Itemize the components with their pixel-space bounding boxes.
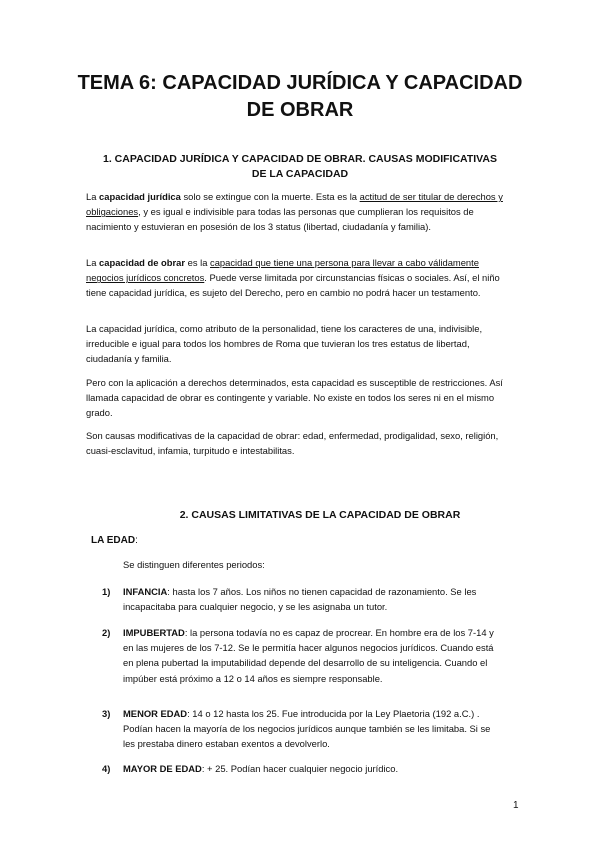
title-line-1: TEMA 6: CAPACIDAD JURÍDICA Y CAPACIDAD (77, 72, 523, 94)
list-item: 1) INFANCIA: hasta los 7 años. Los niños no tienen capacidad de razonamiento. Se les incapacitaba para cualquier negocio, y se les asignaba un tutor. (102, 586, 477, 613)
periods-intro: Se distinguen diferentes periodos: (123, 559, 265, 570)
section-1-heading: 1. CAPACIDAD JURÍDICA Y CAPACIDAD DE OBRAR. CAUSAS MODIFICATIVAS DE LA CAPACIDAD (103, 153, 497, 180)
section-2-heading: 2. CAUSAS LIMITATIVAS DE LA CAPACIDAD DE OBRAR (179, 509, 461, 521)
list-item: 2) IMPUBERTAD: la persona todavía no es capaz de procrear. En hombre era de los 7-14 y en las mujeres de los 7-12. Se le permitía hacer algunos negocios jurídicos. Cuando está en plena pubertad la imputabilidad depende del desarrollo de su inteligencia. Cuando el impúber está próximo a 12 o 14 años es siempre responsable. (102, 627, 494, 684)
page-number: 1 (513, 800, 519, 811)
subheading-la-edad: LA EDAD: (91, 535, 138, 546)
paragraph-causas-modificativas: Son causas modificativas de la capacidad de obrar: edad, enfermedad, prodigalidad, sexo, religión, cuasi-esclavitud, infamia, turpitudo e intestabilitas. (86, 430, 499, 457)
paragraph-capacidad-de-obrar: La capacidad de obrar es la capacidad que tiene una persona para llevar a cabo válidamente negocios jurídicos concretos. Puede verse limitada por circunstancias físicas o sociales. Así, el niño tiene capacidad jurídica, es sujeto del Derecho, pero en cambio no podrá hacer un testamento. (86, 257, 500, 299)
paragraph-capacidad-juridica: La capacidad jurídica solo se extingue con la muerte. Esta es la actitud de ser titular de derechos y obligaciones, y es igual e indivisible para todas las personas que cumplieran los requisitos de nacimiento y estuvieran en posesión de los 3 status (libertad, ciudadanía y familia). (86, 191, 503, 233)
page-title (40, 70, 560, 124)
list-item: 3) MENOR EDAD: 14 o 12 hasta los 25. Fue introducida por la Ley Plaetoria (192 a.C.) . Podían hacen la mayoría de los negocios jurídicos aunque también se les limitaba. Si se les prestaba dinero estaban exentos a devolverlo. (102, 708, 491, 750)
title-line-2: DE OBRAR (246, 99, 354, 121)
paragraph-restricciones: Pero con la aplicación a derechos determinados, esta capacidad es susceptible de restricciones. Así llamada capacidad de obrar es contingente y variable. No existe en todos los seres ni en el mismo grado. (86, 377, 503, 419)
paragraph-atributo: La capacidad jurídica, como atributo de la personalidad, tiene los caracteres de una, indivisible, irreducible e igual para todos los hombres de Roma que tuvieran los tres estatus de libertad, ciudadanía y familia. (86, 323, 483, 365)
list-item: 4) MAYOR DE EDAD: + 25. Podían hacer cualquier negocio jurídico. (102, 763, 399, 774)
